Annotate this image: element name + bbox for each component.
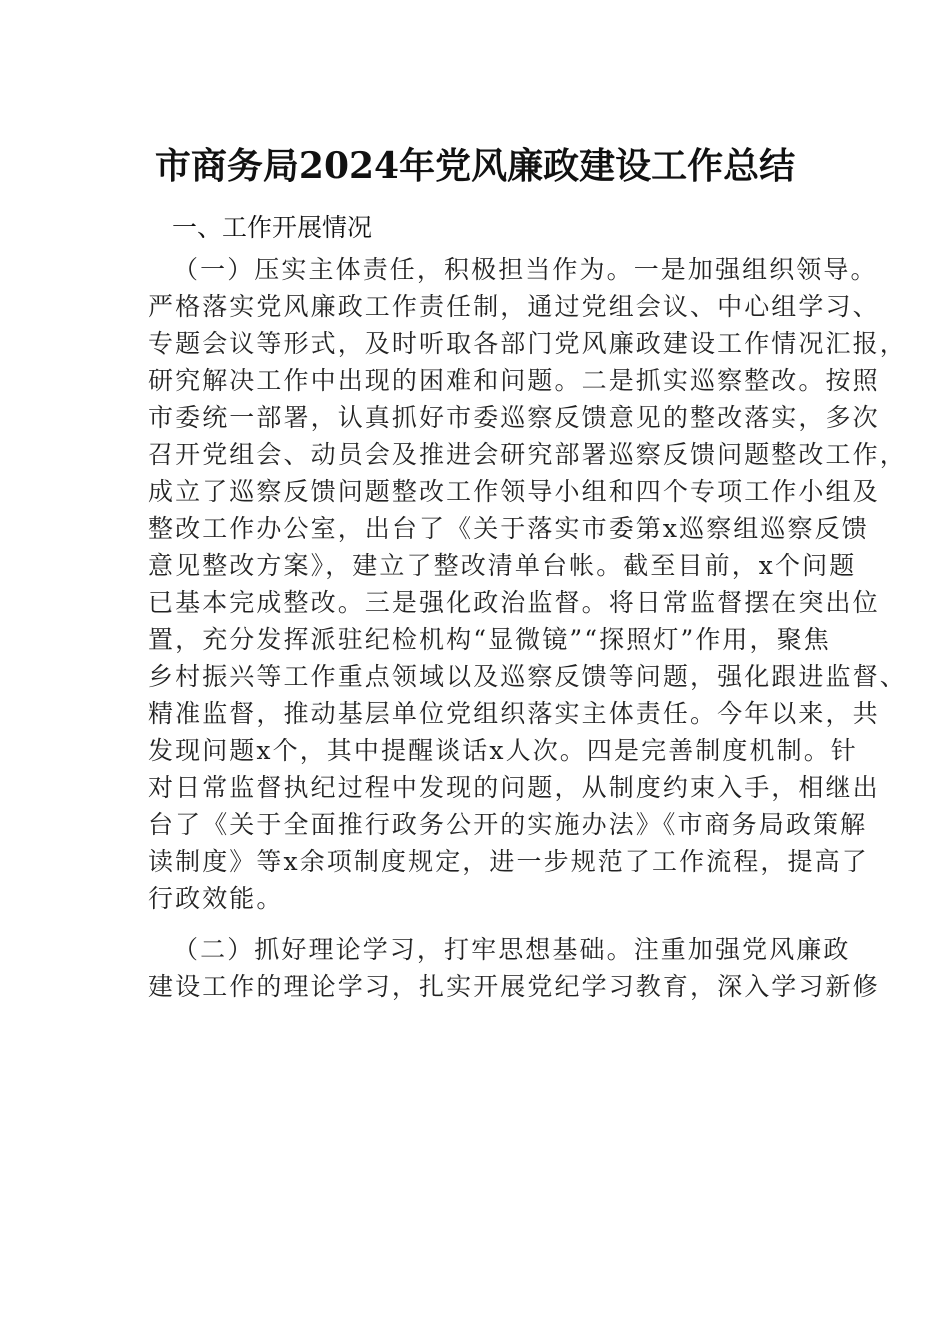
text-line: 台了《关于全面推行政务公开的实施办法》《市商务局政策解 (148, 810, 868, 839)
text-line: 专题会议等形式，及时听取各部门党风廉政建设工作情况汇报， (148, 329, 907, 358)
section-heading: 一、工作开展情况 (172, 213, 373, 242)
text-line: 成立了巡察反馈问题整改工作领导小组和四个专项工作小组及 (148, 477, 880, 506)
text-line: 研究解决工作中出现的困难和问题。二是抓实巡察整改。按照 (148, 366, 880, 395)
text-line: 建设工作的理论学习，扎实开展党纪学习教育，深入学习新修 (148, 972, 880, 1001)
text-line: 市委统一部署，认真抓好市委巡察反馈意见的整改落实，多次 (148, 403, 880, 432)
text-line: 精准监督，推动基层单位党组织落实主体责任。今年以来，共 (148, 699, 880, 728)
text-line: 置，充分发挥派驻纪检机构“显微镜”“探照灯”作用，聚焦 (148, 625, 831, 654)
text-line: （一）压实主体责任，积极担当作为。一是加强组织领导。 (173, 255, 878, 284)
text-line: 读制度》等x余项制度规定，进一步规范了工作流程，提高了 (148, 847, 869, 876)
document-title: 市商务局2024年党风廉政建设工作总结 (154, 145, 796, 187)
text-line: 行政效能。 (148, 884, 284, 913)
text-line: 严格落实党风廉政工作责任制，通过党组会议、中心组学习、 (148, 292, 880, 321)
text-line: 召开党组会、动员会及推进会研究部署巡察反馈问题整改工作， (148, 440, 907, 469)
text-line: 意见整改方案》，建立了整改清单台帐。截至目前，x个问题 (148, 551, 857, 580)
text-line: 发现问题x个，其中提醒谈话x人次。四是完善制度机制。针 (148, 736, 858, 765)
text-line: 整改工作办公室，出台了《关于落实市委第x巡察组巡察反馈 (148, 514, 869, 543)
text-line: 对日常监督执纪过程中发现的问题，从制度约束入手，相继出 (148, 773, 880, 802)
text-line: 已基本完成整改。三是强化政治监督。将日常监督摆在突出位 (148, 588, 880, 617)
text-line: （二）抓好理论学习，打牢思想基础。注重加强党风廉政 (173, 935, 851, 964)
text-line: 乡村振兴等工作重点领域以及巡察反馈等问题，强化跟进监督、 (148, 662, 907, 691)
